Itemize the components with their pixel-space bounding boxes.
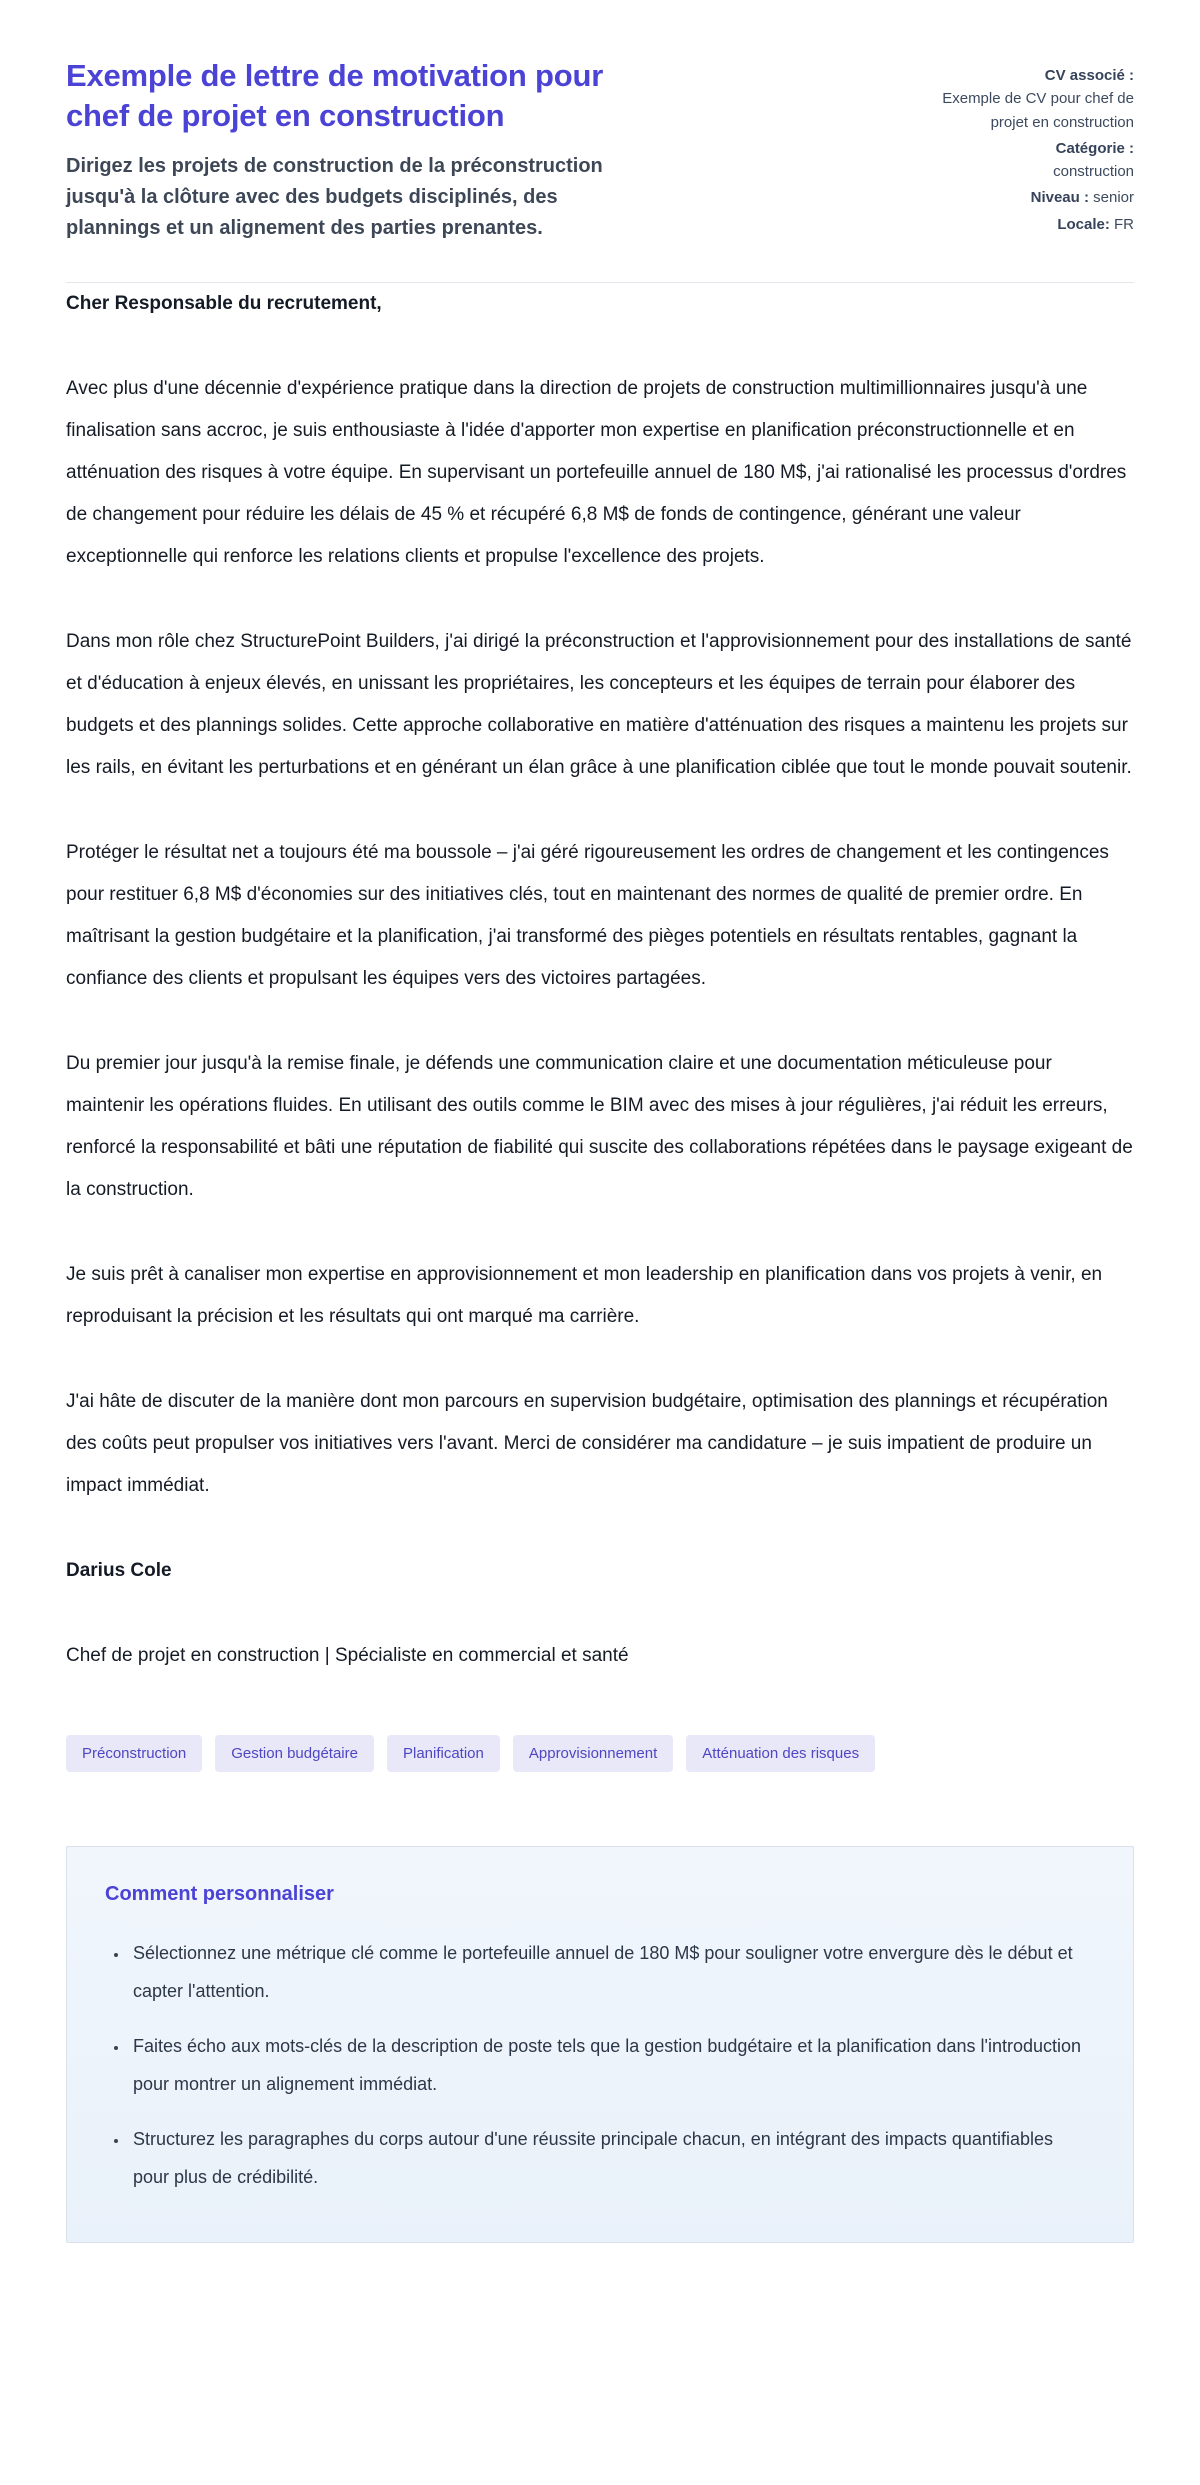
letter-greeting: Cher Responsable du recrutement, (66, 292, 382, 314)
letter-paragraph: Je suis prêt à canaliser mon expertise en approvisionnement et mon leadership en planification dans vos projets à venir, en reproduisant la précision et les résultats qui ont marqué ma carrière. (66, 1263, 1103, 1327)
meta-niveau (909, 186, 1134, 209)
meta-label-cv-associe: CV associé : (1044, 67, 1134, 84)
meta-value-cv-associe: Exemple de CV pour chef de projet en construction (942, 90, 1134, 131)
letter-paragraph: J'ai hâte de discuter de la manière dont mon parcours en supervision budgétaire, optimisation des plannings et récupération des coûts peut propulser vos initiatives vers l'avant. Merci de considérer ma candidature – je suis impatient de produire un impact immédiat. (66, 1390, 1108, 1496)
page-header (66, 56, 1134, 244)
page-title: Exemple de lettre de motivation pour chef de projet en construction (66, 58, 604, 134)
skill-tag-list (66, 1735, 1134, 1772)
meta-value-niveau: senior (1093, 189, 1134, 207)
header-title-block (66, 56, 646, 244)
meta-value-locale: FR (1114, 215, 1134, 233)
callout-bullet: • Faites écho aux mots-clés de la description de poste tels que la gestion budgétaire et la planification dans l'introduction pour montrer un alignement immédiat. (129, 2027, 1093, 2103)
signature-name: Darius Cole (66, 1559, 172, 1581)
customization-tips-callout (66, 1846, 1134, 2243)
tag-planification[interactable]: Planification (387, 1735, 500, 1772)
meta-categorie (909, 137, 1134, 184)
meta-label-niveau: Niveau : (1030, 189, 1089, 207)
letter-paragraph: Dans mon rôle chez StructurePoint Builders, j'ai dirigé la préconstruction et l'approvisionnement pour des installations de santé et d'éducation à enjeux élevés, en unissant les propriétaires, les concepteurs et les équipes de terrain pour élaborer des budgets et des plannings solides. Cette approche collaborative en matière d'atténuation des risques a maintenu les projets sur les rails, en évitant les perturbations et en générant un élan grâce à une planification ciblée que tout le monde pouvait soutenir. (66, 630, 1132, 778)
meta-panel (909, 56, 1134, 239)
letter-paragraph: Protéger le résultat net a toujours été ma boussole – j'ai géré rigoureusement les ordres de changement et les contingences pour restituer 6,8 M$ d'économies sur des initiatives clés, tout en maintenant des normes de qualité de premier ordre. En maîtrisant la gestion budgétaire et la planification, j'ai transformé des pièges potentiels en résultats rentables, gagnant la confiance des clients et propulsant les équipes vers des victoires partagées. (66, 841, 1109, 989)
article-page (66, 0, 1134, 2291)
callout-title: Comment personnaliser (105, 1882, 334, 1905)
tag-attenuation-des-risques[interactable]: Atténuation des risques (686, 1735, 875, 1772)
callout-bullet-list (105, 1934, 1093, 2196)
meta-label-locale: Locale: (1057, 215, 1110, 233)
tag-approvisionnement[interactable]: Approvisionnement (513, 1735, 673, 1772)
callout-bullet: • Sélectionnez une métrique clé comme le portefeuille annuel de 180 M$ pour souligner votre envergure dès le début et capter l'attention. (129, 1934, 1093, 2010)
tag-gestion-budgetaire[interactable]: Gestion budgétaire (215, 1735, 374, 1772)
meta-value-categorie: construction (1053, 163, 1134, 180)
callout-bullet: • Structurez les paragraphes du corps autour d'une réussite principale chacun, en intégrant des impacts quantifiables pour plus de crédibilité. (129, 2120, 1093, 2196)
tag-preconstruction[interactable]: Préconstruction (66, 1735, 202, 1772)
letter-paragraph: Du premier jour jusqu'à la remise finale, je défends une communication claire et une documentation méticuleuse pour maintenir les opérations fluides. En utilisant des outils comme le BIM avec des mises à jour régulières, j'ai réduit les erreurs, renforcé la responsabilité et bâti une réputation de fiabilité qui suscite des collaborations répétées dans le paysage exigeant de la construction. (66, 1052, 1133, 1200)
meta-locale (909, 213, 1134, 236)
meta-label-categorie: Catégorie : (1055, 139, 1134, 157)
page-subtitle: Dirigez les projets de construction de la préconstruction jusqu'à la clôture avec des budgets disciplinés, des plannings et un alignement des parties prenantes. (66, 154, 603, 239)
letter-paragraph: Avec plus d'une décennie d'expérience pratique dans la direction de projets de construction multimillionnaires jusqu'à une finalisation sans accroc, je suis enthousiaste à l'idée d'apporter mon expertise en planification préconstructionnelle et en atténuation des risques à votre équipe. En supervisant un portefeuille annuel de 180 M$, j'ai rationalisé les processus d'ordres de changement pour réduire les délais de 45 % et récupéré 6,8 M$ de fonds de contingence, générant une valeur exceptionnelle qui renforce les relations clients et propulse l'excellence des projets. (66, 377, 1127, 567)
meta-cv-associe (909, 64, 1134, 134)
signature-role: Chef de projet en construction | Spécialiste en commercial et santé (66, 1644, 629, 1666)
cover-letter-body (66, 283, 1134, 1677)
